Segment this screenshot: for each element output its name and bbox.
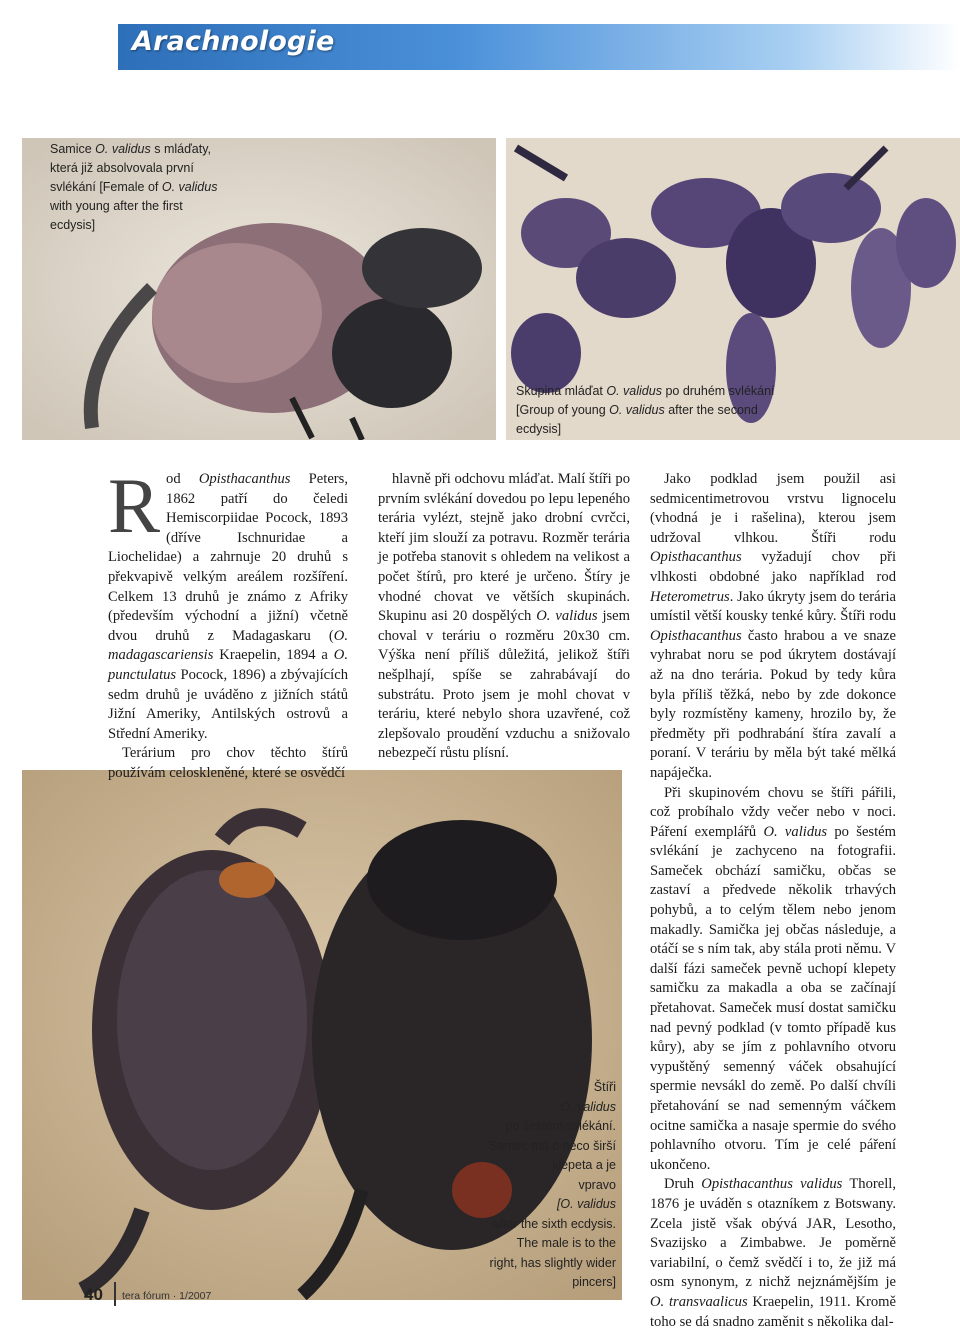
text-run: The male is to the — [516, 1236, 616, 1250]
caption-line — [470, 1156, 616, 1176]
article-column-3-text — [650, 470, 896, 1332]
caption-photo-pair-text — [470, 1078, 616, 1293]
article-paragraph — [650, 784, 896, 1176]
section-title: Arachnologie — [132, 26, 335, 57]
article-paragraph — [650, 1175, 896, 1332]
footer-divider — [114, 1282, 116, 1306]
text-run: s mláďaty, která již absolvovala první svlékání [Female of — [50, 142, 211, 194]
text-run: Opisthacanthus — [198, 471, 291, 487]
text-run: po šestém svlékání. — [505, 1119, 616, 1133]
caption-line — [470, 1234, 616, 1254]
text-run: with young after the first ecdysis] — [50, 199, 183, 232]
text-run: jsem choval v teráriu o rozměru 20x30 cm. Výška není příliš důležitá, jelikož štíři nešplhají, spíše se zahrabávají do substrátu. Proto jsem je mohl chovat v teráriu, které nebylo shora uzavřené, což zlepšovalo proudění vzduchu a snižovalo nebezpečí růstu plísní. — [378, 608, 631, 762]
magazine-issue: tera fórum · 1/2007 — [122, 1290, 212, 1302]
article-column-2 — [378, 470, 630, 764]
caption-photo-group — [516, 382, 796, 439]
text-run: Při skupinovém chovu se štíři pářili, což probíhalo vždy večer nebo v noci. Páření exemplářů — [650, 784, 896, 840]
article-column-2-text — [378, 470, 630, 764]
text-run: pincers] — [572, 1275, 616, 1289]
text-run: Samice — [50, 142, 96, 156]
text-run: Thorell, 1876 je uváděn s otazníkem z Botswany. Zcela jistě však obývá JAR, Lesotho, Svazijsko a Zimbabwe. Je poměrně variabilní, o čemž svědčí i to, že již má osm synonym, z nichž nejznámějším je — [650, 1176, 896, 1291]
article-paragraph — [378, 470, 630, 764]
text-run: Jako podklad jsem použil asi sedmicentimetrovou vrstvu lignocelu (vhodná je i rašelina), kterou jsem udržoval vlhkou. Štíři rodu — [650, 471, 896, 546]
drop-cap: R — [108, 462, 161, 549]
text-run: Skupina mláďat — [516, 384, 607, 398]
text-run: od — [166, 471, 199, 487]
caption-photo-female-text — [50, 142, 217, 232]
caption-line — [470, 1137, 616, 1157]
text-run: Pocock, 1896) a zbývajících sedm druhů je uváděno z jižních států Jižní Ameriky, Antilských ostrovů a Střední Ameriky. — [108, 666, 348, 742]
text-run: Peters, 1862 patří do čeledi Hemiscorpiidae Pocock, 1893 (dříve Ischnuridae a Liochelidae) a zahrnuje 20 druhů s překvapivě velkým areálem rozšíření. Celkem 13 druhů je známo z Afriky (především východní a jižní) včetně dvou druhů z Madagaskaru ( — [108, 471, 348, 644]
text-run: [O. validus — [556, 1197, 616, 1211]
text-run: hlavně při odchovu mláďat. Malí štíři po prvním svlékání dovedou po lepu lepeného terária vylézt, stejně jako drobní cvrčci, kteří jim slouží za potravu. Rozměr terária je potřeba stanovit s ohledem na velikost a počet štírů, pro které je určeno. Štíry je vhodné chovat ve větších skupinách. Skupinu asi 20 dospělých — [378, 471, 630, 625]
text-run: O. validus — [161, 180, 218, 194]
article-column-3 — [650, 470, 896, 1332]
text-run: O. validus — [536, 608, 598, 625]
text-run: Terárium pro chov těchto štírů používám celoskleněné, které se osvědčí — [108, 745, 348, 781]
caption-line — [470, 1273, 616, 1293]
caption-line — [470, 1117, 616, 1137]
text-run: Samec má o něco širší — [488, 1138, 616, 1153]
text-run: O. validus — [763, 823, 828, 840]
caption-line — [470, 1195, 616, 1215]
article-paragraph — [108, 462, 348, 744]
text-run: Opisthacanthus — [650, 549, 742, 566]
text-run: Druh — [664, 1176, 702, 1193]
text-run: po šestém svlékání je zachyceno na fotografii. Sameček obchází samičku, občas se zastaví a předvede několik trhavých pohybů, a to celým tělem nebo jenom makadly. Samička jej občas následuje, a otáčí se s ním tak, aby stála proti němu. V další fázi sameček pevně uchopí klepety samičku za makadla a oba se začínají přetahovat. Sameček musí dostat samičku nad pevný podklad (v tomto případě kus kůry), aby se jím z pohlavního otvoru vypuštěný semenný váček obsahující spermie nevsákl do země. Po další chvíli přetahování se nad semenným váčkem ocitne samička a nasaje spermie do svého pohlavního otvoru. Tím je celé páření ukončeno. — [650, 823, 896, 1173]
article-paragraph — [650, 470, 896, 784]
text-run: často hrabou a ve snaze vyhrabat noru se pod úkrytem dostávají až na dno terária. Pokud by tedy kůra byla příliš těžká, nebo by zde dokonce byly rozmístěny kameny, hrozilo by, že předměty při podhrabání štíra zavalí a poraní. V teráriu by měla být také mělká napáječka. — [650, 627, 896, 781]
caption-photo-female — [50, 140, 220, 235]
text-run: . Jako úkryty jsem do terária umístil větší kousky tenké kůry. Štíři rodu — [650, 588, 896, 625]
text-run: vyžadují chov při vlhkosti obdobné jako například rod — [650, 549, 896, 585]
text-run: po druhém svlékání [Group of young — [516, 384, 775, 417]
text-run: right, has slightly wider — [489, 1255, 616, 1270]
text-run: Opisthacanthus validus — [701, 1176, 843, 1193]
caption-line — [470, 1078, 616, 1098]
text-run: after the sixth ecdysis. — [492, 1216, 616, 1231]
text-run: O. validus — [606, 384, 662, 398]
caption-line — [470, 1176, 616, 1196]
text-run: Štíři — [593, 1080, 616, 1094]
text-run: O. madagascariensis — [108, 627, 348, 664]
text-run: O. transvaalicus — [650, 1293, 748, 1310]
caption-line — [470, 1254, 616, 1274]
text-run: after the second ecdysis] — [516, 403, 758, 436]
caption-line — [470, 1098, 616, 1118]
caption-line — [470, 1215, 616, 1235]
text-run: vpravo — [578, 1177, 616, 1192]
article-paragraph — [108, 744, 348, 783]
article-column-1 — [108, 462, 348, 784]
caption-photo-group-text — [516, 384, 775, 436]
text-run: klepeta a je — [552, 1158, 616, 1172]
caption-photo-pair — [470, 1078, 616, 1293]
text-run: O. validus — [609, 403, 665, 417]
text-run: O. validus — [560, 1099, 616, 1114]
article-column-1-text — [108, 462, 348, 784]
text-run: Kraepelin, 1894 a — [213, 647, 334, 664]
text-run: Kraepelin, 1911. Kromě toho se dá snadno zaměnit s několika dal- — [650, 1293, 896, 1330]
text-run: Opisthacanthus — [650, 627, 742, 644]
text-run: Heterometrus — [650, 588, 730, 605]
text-run: O. punctulatus — [108, 647, 348, 683]
text-run: O. validus — [95, 142, 151, 156]
page-number: 40 — [84, 1285, 103, 1304]
